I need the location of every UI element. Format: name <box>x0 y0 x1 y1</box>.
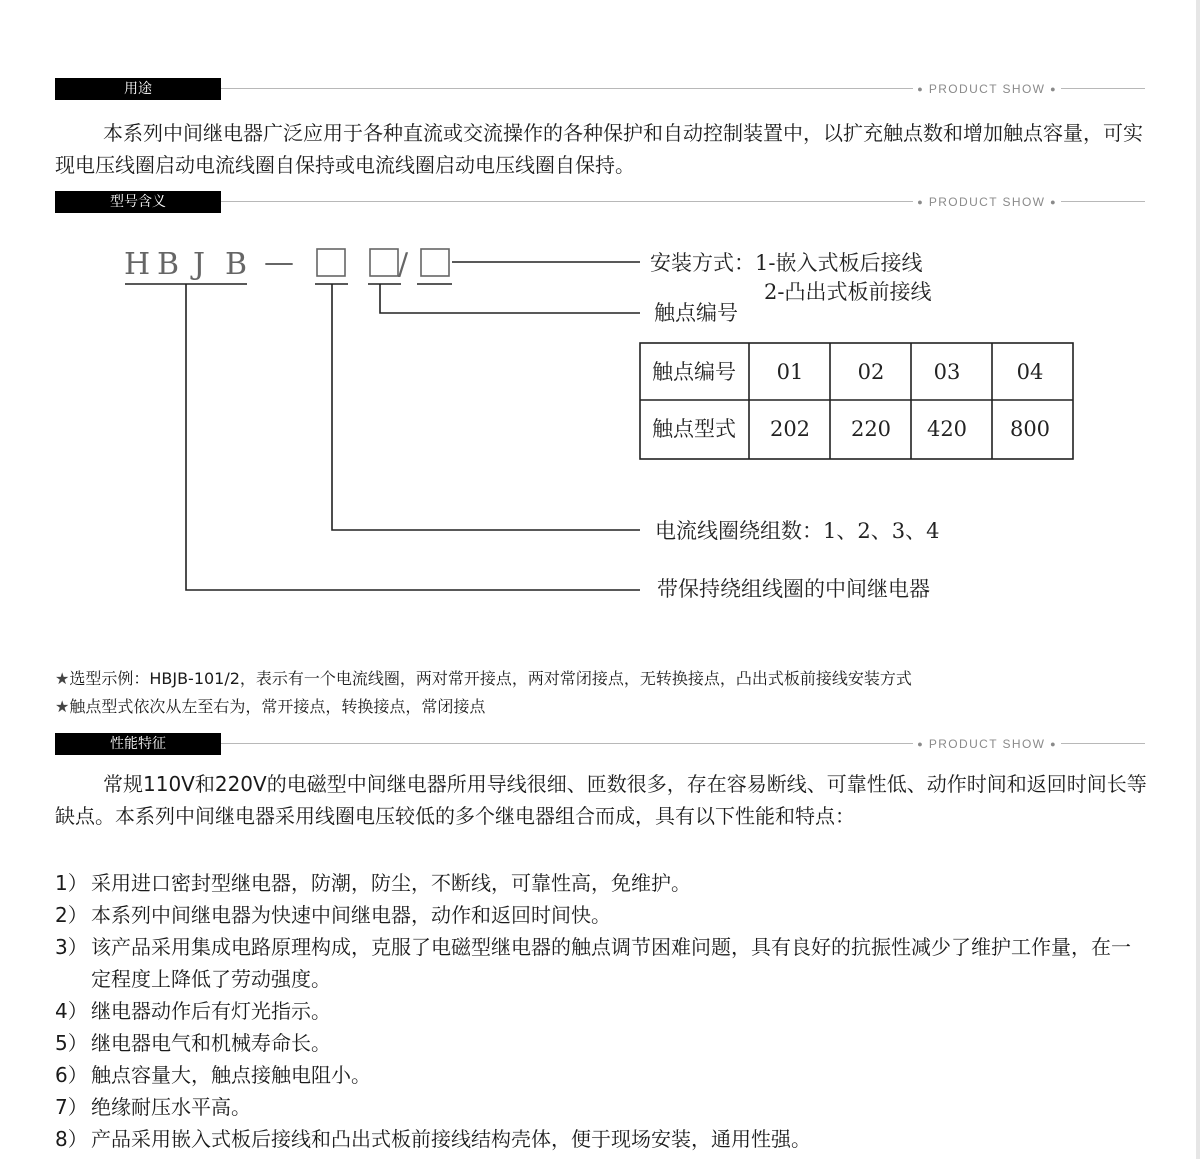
product-show-tag: ● PRODUCT SHOW ● <box>913 736 1061 752</box>
code-letter-b: B <box>157 247 180 282</box>
performance-intro: 常规110V和220V的电磁型中间继电器所用导线很细、匝数很多，存在容易断线、可靠性低、动作时间和返回时间长等缺点。本系列中间继电器采用线圈电压较低的多个继电器组合而成，具有以下性能和特点： <box>55 772 1147 828</box>
code-box-install <box>421 249 449 276</box>
contact-no-label: 触点编号 <box>654 301 738 325</box>
list-item: 3） 该产品采用集成电路原理构成，克服了电磁型继电器的触点调节困难问题，具有良好的抗振性减少了维护工作量，在一定程度上降低了劳动强度。 <box>55 935 1131 991</box>
section-title-performance: 性能特征 <box>55 733 221 755</box>
section-title-model: 型号含义 <box>55 191 221 213</box>
table-cell-type: 202 <box>769 417 811 441</box>
product-show-tag: ● PRODUCT SHOW ● <box>913 81 1061 97</box>
list-item: 4） 继电器动作后有灯光指示。 <box>55 999 331 1023</box>
code-letter-b2: B <box>225 247 248 282</box>
code-slash: / <box>398 247 409 282</box>
table-cell-code: 02 <box>857 360 885 384</box>
coil-label: 电流线圈绕组数：1、2、3、4 <box>655 519 940 543</box>
leader-contact-no <box>380 284 640 313</box>
code-box-contact <box>370 249 398 276</box>
table-cell-code: 01 <box>776 360 804 384</box>
section-header-performance <box>55 733 1145 755</box>
note-contact-order: ★触点型式依次从左至右为，常开接点，转换接点，常闭接点 <box>55 697 486 716</box>
list-item: 8） 产品采用嵌入式板后接线和凸出式板前接线结构壳体，便于现场安装，通用性强。 <box>55 1127 811 1151</box>
section-title-usage: 用途 <box>55 78 221 100</box>
list-item: 1） 采用进口密封型继电器，防潮，防尘，不断线，可靠性高，免维护。 <box>55 871 691 895</box>
list-item: 7） 绝缘耐压水平高。 <box>55 1095 251 1119</box>
leader-relay <box>186 284 640 590</box>
feature-list <box>55 867 1150 1155</box>
code-letter-j: J <box>193 247 206 282</box>
install-label-2: 2-凸出式板前接线 <box>764 280 932 304</box>
table-header-code: 触点编号 <box>652 360 736 384</box>
table-header-type: 触点型式 <box>652 417 736 441</box>
code-letter-h: H <box>124 247 151 282</box>
product-show-tag: ● PRODUCT SHOW ● <box>913 194 1061 210</box>
code-dash: — <box>264 245 294 280</box>
list-item: 5） 继电器电气和机械寿命长。 <box>55 1031 331 1055</box>
install-label: 安装方式：1-嵌入式板后接线 <box>650 251 923 275</box>
table-cell-code: 03 <box>933 360 961 384</box>
list-item: 6） 触点容量大，触点接触电阻小。 <box>55 1063 371 1087</box>
code-box-coil <box>317 249 345 276</box>
table-cell-code: 04 <box>1016 360 1044 384</box>
table-cell-type: 800 <box>1009 417 1051 441</box>
relay-label: 带保持绕组线圈的中间继电器 <box>657 577 930 601</box>
leader-coil <box>332 284 640 530</box>
usage-paragraph: 本系列中间继电器广泛应用于各种直流或交流操作的各种保护和自动控制装置中，以扩充触点数和增加触点容量，可实现电压线圈启动电流线圈自保持或电流线圈启动电压线圈自保持。 <box>55 121 1143 177</box>
table-cell-type: 220 <box>850 417 892 441</box>
list-item: 2） 本系列中间继电器为快速中间继电器，动作和返回时间快。 <box>55 903 611 927</box>
note-example: ★选型示例：HBJB-101/2，表示有一个电流线圈，两对常开接点，两对常闭接点，无转换接点，凸出式板前接线安装方式 <box>55 669 912 688</box>
table-cell-type: 420 <box>926 417 968 441</box>
